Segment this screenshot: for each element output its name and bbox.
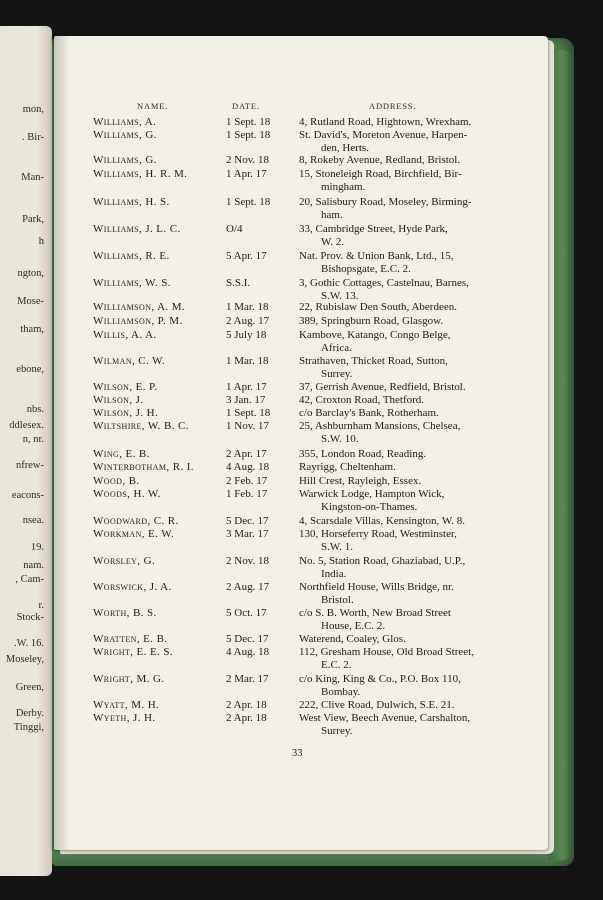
entry-name: Williams, R. E. — [93, 250, 170, 262]
left-page-fragment: r. — [38, 600, 44, 611]
entry-address — [299, 555, 491, 581]
entry-name: Wing, E. B. — [93, 448, 150, 460]
entry-date: 1 Mar. 18 — [226, 355, 269, 367]
entry-address — [299, 646, 491, 672]
name-column-header: NAME. — [137, 101, 169, 111]
address-line: 389, Springburn Road, Glasgow. — [299, 315, 444, 327]
entry-address — [299, 420, 491, 446]
entry-address — [299, 712, 491, 738]
address-line: 22, Rubislaw Den South, Aberdeen. — [299, 301, 457, 313]
entry-name: Workman, E. W. — [93, 528, 175, 540]
address-continuation: House, E.C. 2. — [321, 620, 386, 632]
entry-name: Williams, A. — [93, 116, 157, 128]
address-continuation: den, Herts. — [321, 142, 369, 154]
entry-name: Wilson, E. P. — [93, 381, 158, 393]
entry-date: 4 Aug. 18 — [226, 646, 270, 658]
address-line: West View, Beech Avenue, Carshalton, — [299, 712, 471, 724]
entry-name: Wratten, E. B. — [93, 633, 168, 645]
address-continuation: ham. — [321, 209, 343, 221]
entry-name: Woodward, C. R. — [93, 515, 179, 527]
left-page-fragment: . Bir- — [22, 132, 44, 143]
entry-name: Worsley, G. — [93, 555, 156, 567]
left-page-fragment: 19. — [30, 542, 44, 553]
entry-date: 2 Apr. 18 — [226, 699, 267, 711]
address-line: 42, Croxton Road, Thetford. — [299, 394, 425, 406]
entry-name: Williams, J. L. C. — [93, 223, 181, 235]
entry-name: Willis, A. A. — [93, 329, 157, 341]
entry-date: 5 Dec. 17 — [226, 633, 269, 645]
address-line: 33, Cambridge Street, Hyde Park, — [299, 223, 448, 235]
address-continuation: Bishopsgate, E.C. 2. — [321, 263, 411, 275]
entry-name: Wright, M. G. — [93, 673, 165, 685]
entry-name: Wyatt, M. H. — [93, 699, 160, 711]
entry-address — [299, 315, 491, 328]
address-continuation: mingham. — [321, 181, 366, 193]
entry-address — [299, 581, 491, 607]
entry-date: 5 Oct. 17 — [226, 607, 267, 619]
left-page-fragment: nsea. — [22, 515, 44, 526]
entry-name: Williams, G. — [93, 129, 157, 141]
entry-name: Wyeth, J. H. — [93, 712, 156, 724]
address-line: Warwick Lodge, Hampton Wick, — [299, 488, 445, 500]
entry-address — [299, 488, 491, 514]
entry-address — [299, 154, 491, 167]
address-line: Strathaven, Thicket Road, Sutton, — [299, 355, 448, 367]
address-line: 25, Ashburnham Mansions, Chelsea, — [299, 420, 461, 432]
entry-date: 5 July 18 — [226, 329, 267, 341]
entry-name: Williamson, A. M. — [93, 301, 186, 313]
address-line: 3, Gothic Cottages, Castelnau, Barnes, — [299, 277, 469, 289]
entry-address — [299, 129, 491, 155]
address-continuation: S.W. 1. — [321, 541, 353, 553]
entry-address — [299, 116, 491, 129]
address-continuation: India. — [321, 568, 347, 580]
address-line: 15, Stoneleigh Road, Birchfield, Bir- — [299, 168, 462, 180]
left-page-fragment: Green, — [15, 682, 44, 693]
address-continuation: S.W. 13. — [321, 290, 359, 302]
left-page-fragment: nfrew- — [16, 460, 44, 471]
entry-address — [299, 301, 491, 314]
address-line: Northfield House, Wills Bridge, nr. — [299, 581, 454, 593]
entry-name: Williamson, P. M. — [93, 315, 183, 327]
entry-date: 2 Aug. 17 — [226, 581, 270, 593]
address-line: c/o Barclay's Bank, Rotherham. — [299, 407, 439, 419]
left-page-fragment: h — [38, 236, 44, 247]
left-page-fragment: Stock- — [16, 612, 44, 623]
left-page-fragment: eacons- — [11, 490, 44, 501]
address-line: Kambove, Katango, Congo Belge, — [299, 329, 451, 341]
entry-date: 5 Dec. 17 — [226, 515, 269, 527]
address-continuation: E.C. 2. — [321, 659, 352, 671]
entry-name: Woods, H. W. — [93, 488, 161, 500]
entry-address — [299, 407, 491, 420]
entry-date: 2 Apr. 17 — [226, 448, 267, 460]
entry-address — [299, 515, 491, 528]
entry-date: 2 Apr. 18 — [226, 712, 267, 724]
entry-date: 3 Jan. 17 — [226, 394, 266, 406]
entry-name: Wilson, J. H. — [93, 407, 159, 419]
entry-date: 2 Feb. 17 — [226, 475, 268, 487]
entry-date: 2 Nov. 18 — [226, 154, 269, 166]
entry-date: 1 Apr. 17 — [226, 381, 267, 393]
left-page-fragment: Park, — [22, 214, 44, 225]
left-page-fragment: Mose- — [17, 296, 44, 307]
entry-date: O/4 — [226, 223, 243, 235]
left-page-fragment: tham, — [20, 324, 44, 335]
entry-address — [299, 461, 491, 474]
entry-name: Wiltshire, W. B. C. — [93, 420, 189, 432]
date-column-header: DATE. — [232, 101, 260, 111]
address-line: Waterend, Coaley, Glos. — [299, 633, 406, 645]
address-continuation: Africa. — [321, 342, 352, 354]
entry-date: 2 Mar. 17 — [226, 673, 269, 685]
entry-name: Williams, H. R. M. — [93, 168, 188, 180]
address-line: c/o S. B. Worth, New Broad Street — [299, 607, 451, 619]
address-line: Nat. Prov. & Union Bank, Ltd., 15, — [299, 250, 454, 262]
address-continuation: S.W. 10. — [321, 433, 359, 445]
entry-address — [299, 607, 491, 633]
entry-date: S.S.I. — [226, 277, 251, 289]
address-continuation: Kingston-on-Thames. — [321, 501, 418, 513]
left-page-fragment: Tinggi, — [13, 722, 44, 733]
address-line: 355, London Road, Reading. — [299, 448, 427, 460]
entry-date: 2 Nov. 18 — [226, 555, 269, 567]
entry-date: 1 Feb. 17 — [226, 488, 268, 500]
entry-address — [299, 448, 491, 461]
address-column-header: ADDRESS. — [369, 101, 417, 111]
entry-address — [299, 223, 491, 249]
left-page-fragment: ddlesex. — [9, 420, 44, 431]
entry-address — [299, 633, 491, 646]
address-line: 222, Clive Road, Dulwich, S.E. 21. — [299, 699, 455, 711]
entry-name: Wood, B. — [93, 475, 140, 487]
entry-address — [299, 250, 491, 276]
address-line: 20, Salisbury Road, Moseley, Birming- — [299, 196, 472, 208]
entry-name: Wilman, C. W. — [93, 355, 166, 367]
entry-address — [299, 699, 491, 712]
address-line: Rayrigg, Cheltenham. — [299, 461, 396, 473]
entry-date: 1 Sept. 18 — [226, 196, 271, 208]
entry-date: 1 Sept. 18 — [226, 116, 271, 128]
entry-date: 1 Apr. 17 — [226, 168, 267, 180]
entry-address — [299, 475, 491, 488]
entry-date: 1 Sept. 18 — [226, 129, 271, 141]
entry-address — [299, 394, 491, 407]
page-gutter — [54, 36, 70, 850]
entry-date: 1 Mar. 18 — [226, 301, 269, 313]
entry-date: 1 Nov. 17 — [226, 420, 269, 432]
left-page-fragment: .W. 16. — [14, 638, 44, 649]
left-page-fragment: Man- — [21, 172, 44, 183]
entry-address — [299, 329, 491, 355]
address-continuation: Bombay. — [321, 686, 361, 698]
address-line: 4, Rutland Road, Hightown, Wrexham. — [299, 116, 472, 128]
entry-date: 2 Aug. 17 — [226, 315, 270, 327]
page-number: 33 — [292, 748, 303, 759]
address-line: 112, Gresham House, Old Broad Street, — [299, 646, 474, 658]
entry-name: Williams, G. — [93, 154, 157, 166]
address-line: 4, Scarsdale Villas, Kensington, W. 8. — [299, 515, 465, 527]
entry-name: Wilson, J. — [93, 394, 144, 406]
left-page-fragment: n, nr. — [22, 434, 44, 445]
entry-date: 1 Sept. 18 — [226, 407, 271, 419]
entry-date: 4 Aug. 18 — [226, 461, 270, 473]
address-line: St. David's, Moreton Avenue, Harpen- — [299, 129, 468, 141]
address-line: 8, Rokeby Avenue, Redland, Bristol. — [299, 154, 461, 166]
entry-date: 5 Apr. 17 — [226, 250, 267, 262]
address-line: 130, Horseferry Road, Westminster, — [299, 528, 457, 540]
left-page-fragment: ngton, — [17, 268, 44, 279]
address-line: c/o King, King & Co., P.O. Box 110, — [299, 673, 461, 685]
entry-address — [299, 673, 491, 699]
entry-address — [299, 168, 491, 194]
entry-name: Williams, H. S. — [93, 196, 170, 208]
entry-address — [299, 277, 491, 303]
left-page-fragment: Moseley, — [5, 654, 44, 665]
address-continuation: Surrey. — [321, 725, 353, 737]
address-line: No. 5, Station Road, Ghaziabad, U.P., — [299, 555, 466, 567]
entry-name: Williams, W. S. — [93, 277, 171, 289]
address-line: Hill Crest, Rayleigh, Essex. — [299, 475, 422, 487]
address-continuation: Surrey. — [321, 368, 353, 380]
left-page-fragment: , Cam- — [15, 574, 44, 585]
entry-address — [299, 196, 491, 222]
left-page-fragment: nam. — [23, 560, 44, 571]
entry-name: Wright, E. E. S. — [93, 646, 174, 658]
left-page — [0, 26, 52, 876]
entry-address — [299, 528, 491, 554]
address-continuation: W. 2. — [321, 236, 345, 248]
entry-address — [299, 381, 491, 394]
entry-name: Worth, B. S. — [93, 607, 157, 619]
address-continuation: Bristol. — [321, 594, 354, 606]
entry-date: 3 Mar. 17 — [226, 528, 269, 540]
entry-address — [299, 355, 491, 381]
entry-name: Winterbotham, R. I. — [93, 461, 194, 473]
left-page-fragment: mon, — [22, 104, 44, 115]
left-page-fragment: Derby. — [15, 708, 44, 719]
entry-name: Worswick, J. A. — [93, 581, 172, 593]
left-page-fragment: ebone, — [16, 364, 44, 375]
left-page-fragment: nbs. — [26, 404, 44, 415]
address-line: 37, Gerrish Avenue, Redfield, Bristol. — [299, 381, 466, 393]
